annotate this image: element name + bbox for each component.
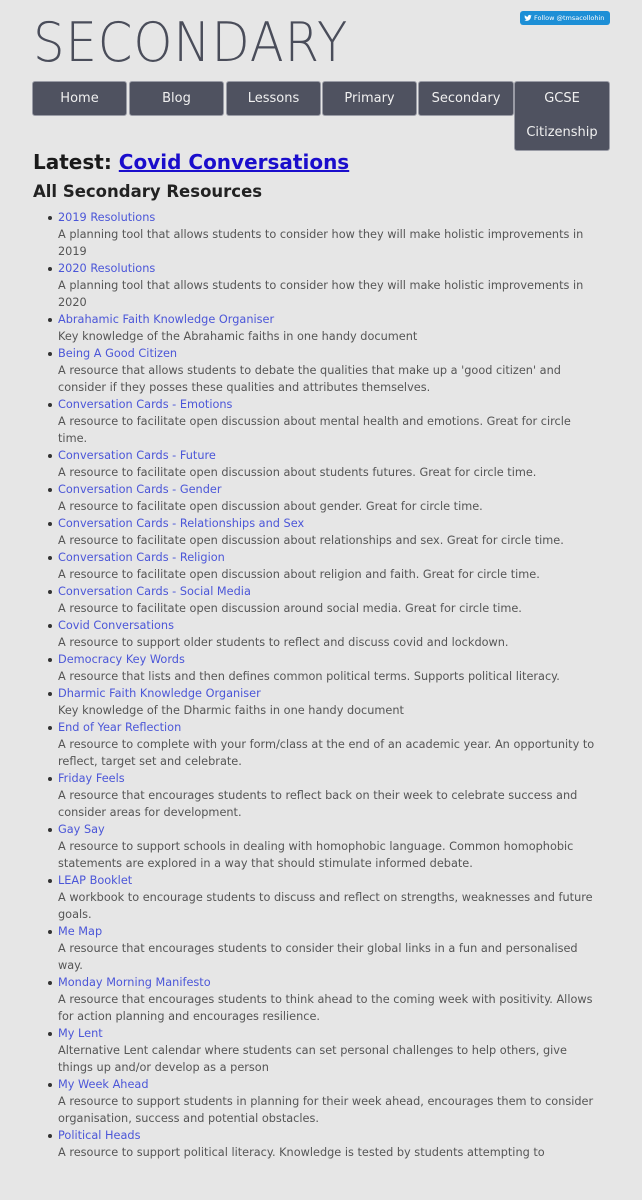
list-item [40, 923, 600, 974]
resource-description: A resource to complete with your form/class at the end of an academic year. An opportunity to reflect, target set and celebrate. [58, 738, 595, 768]
list-item [40, 872, 600, 923]
twitter-follow-button[interactable] [520, 11, 610, 25]
resource-description: A resource to support schools in dealing with homophobic language. Common homophobic statements are explored in a way that should stimulate informed debate. [58, 840, 574, 870]
latest-heading [33, 148, 349, 176]
list-item [40, 481, 600, 515]
resource-description: A resource that encourages students to reflect back on their week to celebrate success and consider areas for development. [58, 789, 578, 819]
resource-description: A planning tool that allows students to consider how they will make holistic improvements in 2020 [58, 279, 584, 309]
resource-list [40, 209, 600, 1161]
list-item [40, 719, 600, 770]
list-item [40, 685, 600, 719]
resource-link[interactable]: Friday Feels [58, 772, 125, 785]
resource-description: A resource to support political literacy. Knowledge is tested by students attempting to [58, 1146, 545, 1159]
latest-prefix: Latest: [33, 150, 112, 174]
list-item [40, 311, 600, 345]
resource-link[interactable]: LEAP Booklet [58, 874, 133, 887]
list-item [40, 549, 600, 583]
list-item [40, 583, 600, 617]
resource-link[interactable]: My Lent [58, 1027, 103, 1040]
list-item [40, 617, 600, 651]
resource-description: A resource to facilitate open discussion about religion and faith. Great for circle time. [58, 568, 540, 581]
follow-label: Follow @tmsacollohin [534, 14, 605, 22]
resource-description: A resource that encourages students to think ahead to the coming week with positivity. Allows for action planning and encourages resilience. [58, 993, 593, 1023]
resource-link[interactable]: Conversation Cards - Future [58, 449, 216, 462]
resource-link[interactable]: Abrahamic Faith Knowledge Organiser [58, 313, 275, 326]
resource-description: A resource to facilitate open discussion about students futures. Great for circle time. [58, 466, 537, 479]
resource-description: Alternative Lent calendar where students can set personal challenges to help others, give things up and/or develop as a person [58, 1044, 567, 1074]
nav-primary[interactable]: Primary [322, 81, 417, 116]
list-item [40, 345, 600, 396]
nav-lessons[interactable]: Lessons [226, 81, 321, 116]
list-item [40, 974, 600, 1025]
list-item [40, 515, 600, 549]
resource-link[interactable]: Democracy Key Words [58, 653, 185, 666]
section-title: All Secondary Resources [33, 182, 263, 201]
nav-gcse-label-line2: Citizenship [526, 125, 598, 140]
resource-description: Key knowledge of the Abrahamic faiths in one handy document [58, 330, 418, 343]
resource-link[interactable]: Political Heads [58, 1129, 141, 1142]
nav-blog[interactable]: Blog [129, 81, 224, 116]
resource-link[interactable]: Conversation Cards - Social Media [58, 585, 251, 598]
nav-secondary[interactable]: Secondary [418, 81, 514, 116]
resource-description: A resource to facilitate open discussion about relationships and sex. Great for circle time. [58, 534, 564, 547]
resource-link[interactable]: Dharmic Faith Knowledge Organiser [58, 687, 261, 700]
list-item [40, 260, 600, 311]
resource-link[interactable]: Monday Morning Manifesto [58, 976, 211, 989]
list-item [40, 770, 600, 821]
resource-description: A planning tool that allows students to consider how they will make holistic improvements in 2019 [58, 228, 584, 258]
resource-description: A resource to support students in planning for their week ahead, encourages them to consider organisation, success and potential obstacles. [58, 1095, 594, 1125]
resource-link[interactable]: Conversation Cards - Religion [58, 551, 225, 564]
resource-description: A resource to facilitate open discussion about mental health and emotions. Great for circle time. [58, 415, 571, 445]
resource-description: A resource that encourages students to consider their global links in a fun and personalised way. [58, 942, 578, 972]
resource-link[interactable]: Being A Good Citizen [58, 347, 178, 360]
list-item [40, 1076, 600, 1127]
site-title: SECONDARY [33, 11, 349, 74]
nav-home[interactable]: Home [32, 81, 127, 116]
list-item [40, 396, 600, 447]
list-item [40, 1025, 600, 1076]
twitter-bird-icon [524, 14, 532, 22]
resource-link[interactable]: Conversation Cards - Gender [58, 483, 222, 496]
resource-link[interactable]: End of Year Reflection [58, 721, 182, 734]
resource-link[interactable]: Conversation Cards - Relationships and Sex [58, 517, 305, 530]
resource-link[interactable]: Me Map [58, 925, 103, 938]
resource-link[interactable]: Gay Say [58, 823, 105, 836]
list-item [40, 447, 600, 481]
resource-link[interactable]: My Week Ahead [58, 1078, 149, 1091]
nav-gcse-label-line1: GCSE [544, 91, 580, 106]
list-item [40, 1127, 600, 1161]
list-item [40, 209, 600, 260]
resource-description: A resource that allows students to debate the qualities that make up a 'good citizen' and consider if they posses these qualities and attributes themselves. [58, 364, 561, 394]
list-item [40, 821, 600, 872]
latest-link[interactable]: Covid Conversations [118, 150, 350, 174]
resource-description: A resource to support older students to reflect and discuss covid and lockdown. [58, 636, 509, 649]
resource-description: A resource to facilitate open discussion around social media. Great for circle time. [58, 602, 522, 615]
resource-link[interactable]: Conversation Cards - Emotions [58, 398, 233, 411]
resource-description: A resource that lists and then defines common political terms. Supports political literacy. [58, 670, 560, 683]
list-item [40, 651, 600, 685]
resource-link[interactable]: 2019 Resolutions [58, 211, 156, 224]
resource-description: A resource to facilitate open discussion about gender. Great for circle time. [58, 500, 483, 513]
resource-description: Key knowledge of the Dharmic faiths in one handy document [58, 704, 404, 717]
resource-link[interactable]: 2020 Resolutions [58, 262, 156, 275]
nav-gcse-citizenship[interactable] [514, 81, 610, 151]
resource-link[interactable]: Covid Conversations [58, 619, 174, 632]
resource-description: A workbook to encourage students to discuss and reflect on strengths, weaknesses and future goals. [58, 891, 593, 921]
